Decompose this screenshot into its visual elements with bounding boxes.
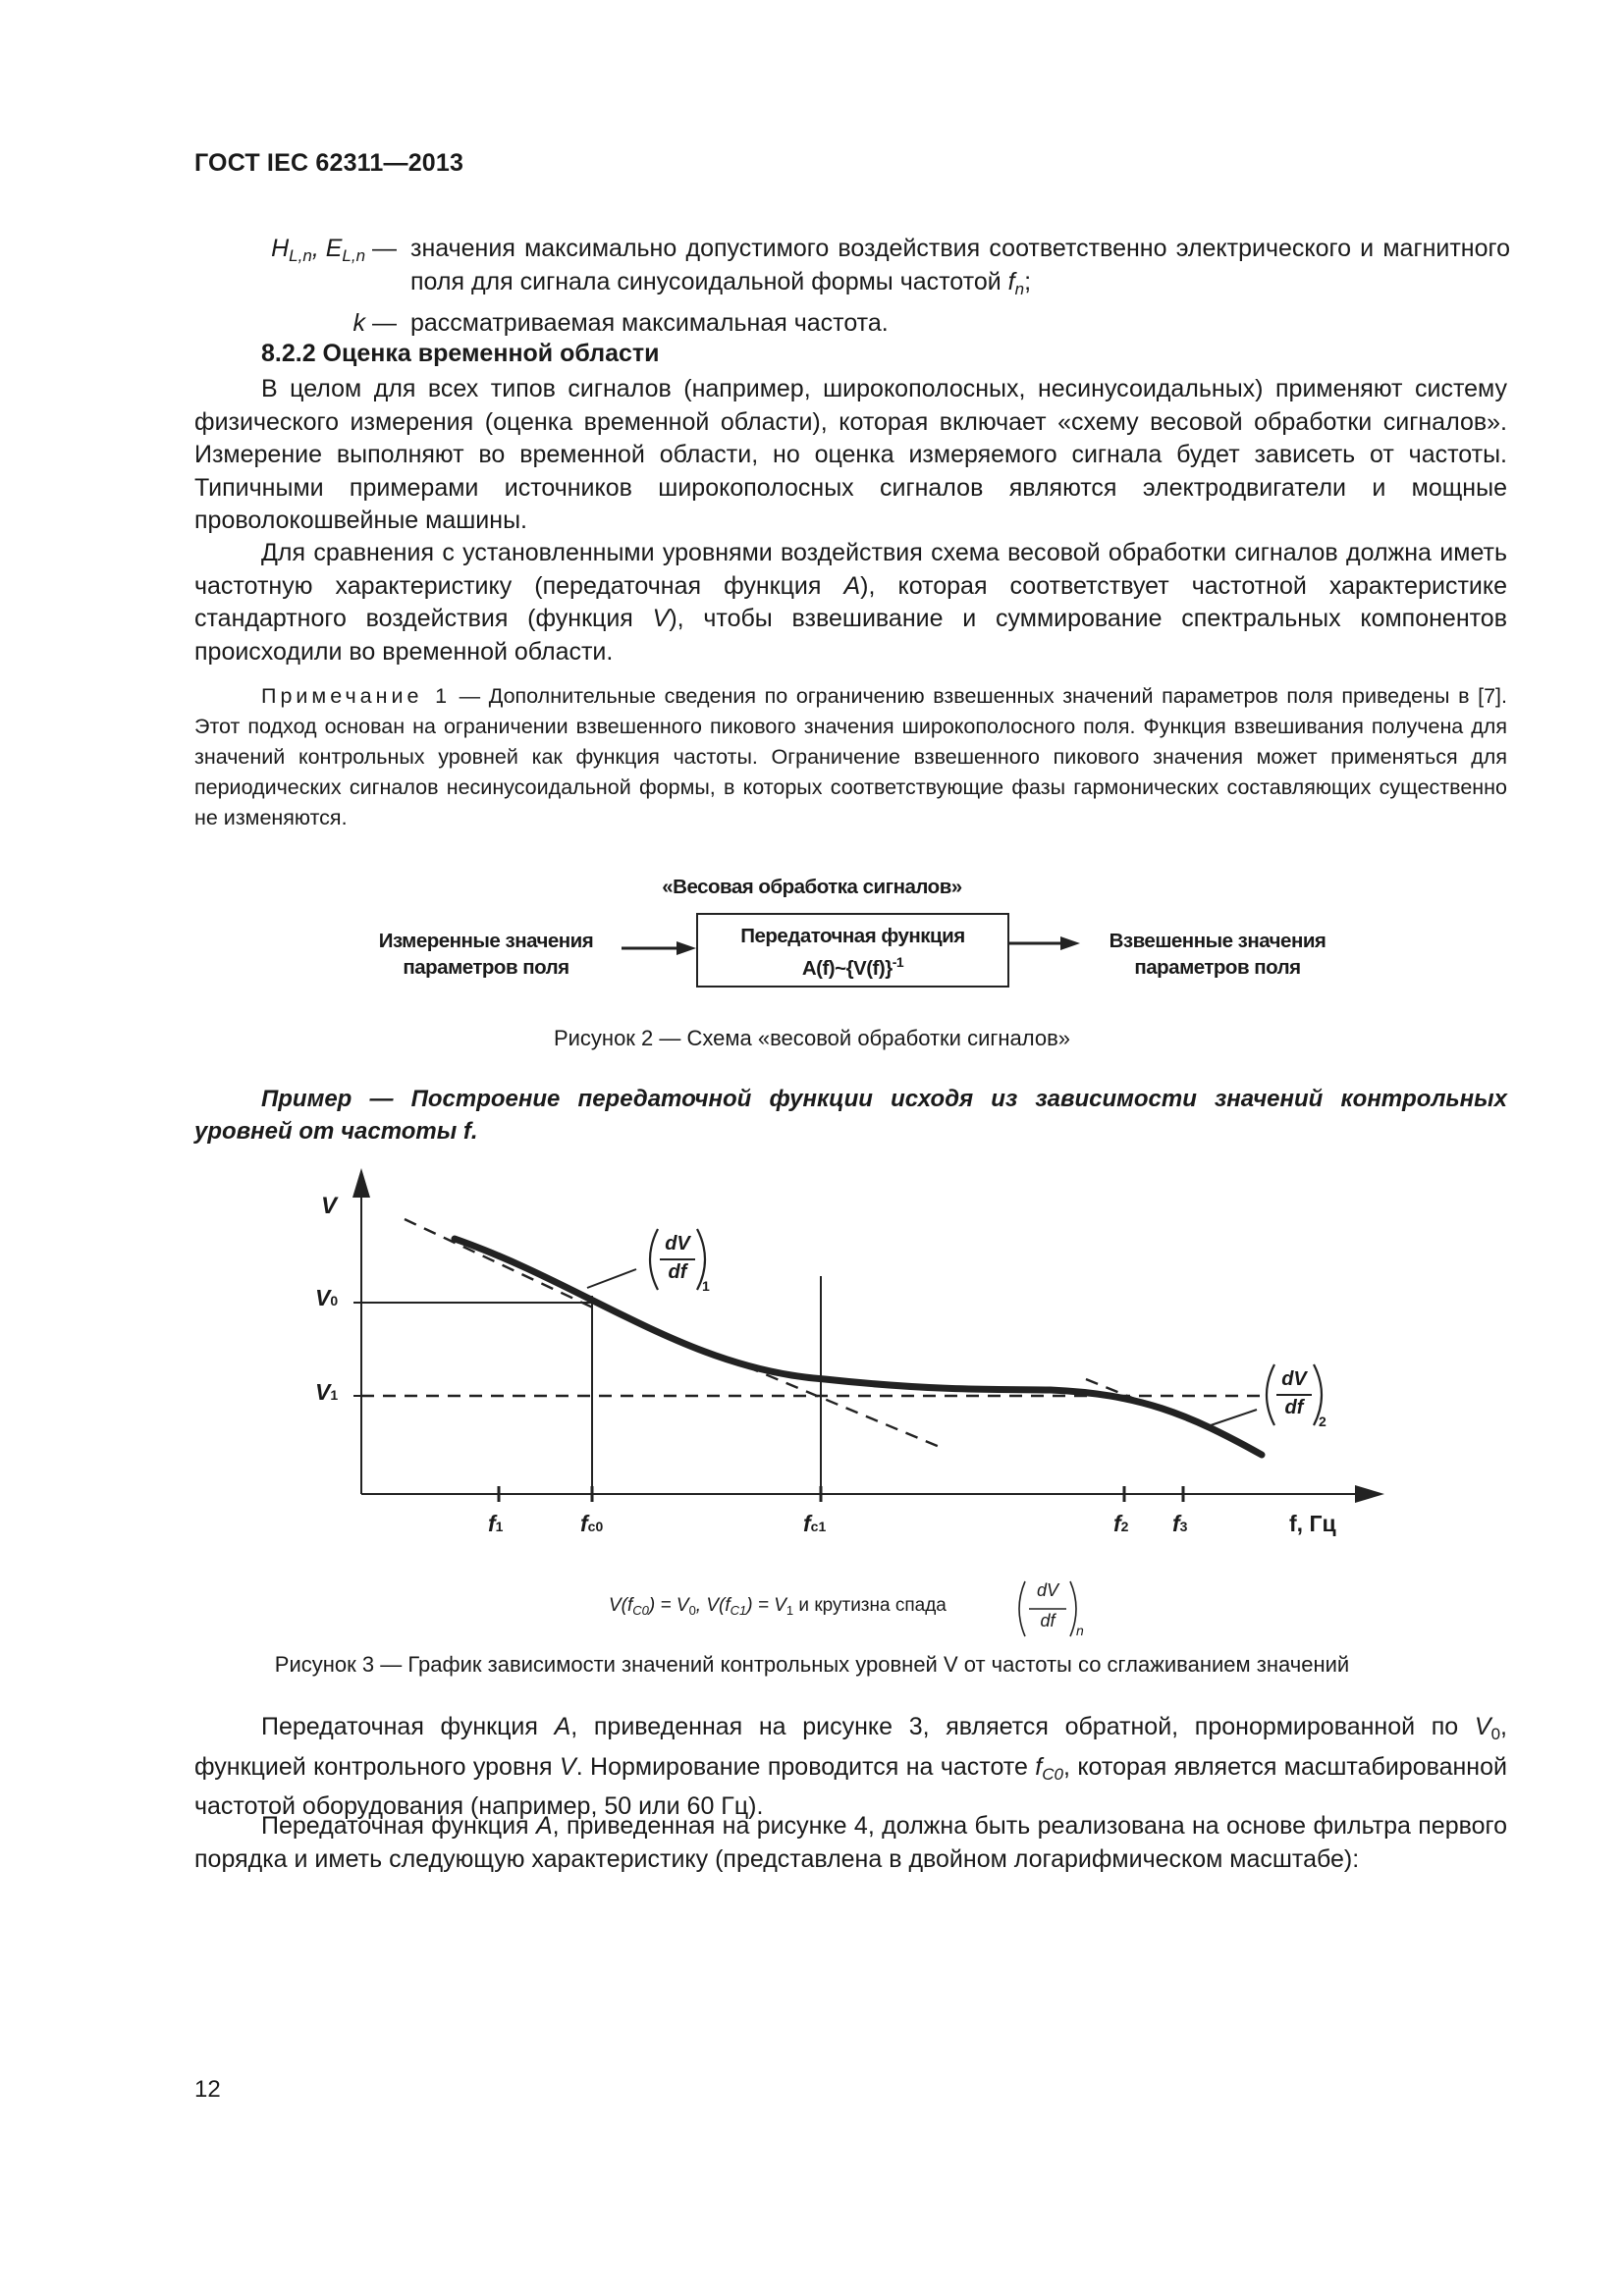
figure2-input-label: Измеренные значения параметров поля xyxy=(378,930,594,979)
formula-numerator: dV xyxy=(1036,1580,1059,1600)
tick-label-fc1: fc1 xyxy=(803,1511,827,1536)
y-axis-arrow xyxy=(352,1168,370,1198)
definition-term: k — xyxy=(352,309,397,337)
derivative1-paren-left xyxy=(650,1229,658,1290)
formula-subscript-n: n xyxy=(1076,1623,1084,1638)
formula-paren-left xyxy=(1019,1581,1025,1636)
y-axis-label: V xyxy=(321,1193,338,1219)
derivative1-numerator: dV xyxy=(665,1233,690,1255)
paragraph: Для сравнения с установленными уровнями воздействия схема весовой обработки сигналов должна иметь частотную характеристику (передаточная функция A), которая соответствует частотной характеристике стандартного воздействия (функция V), чтобы взвешивание и суммирование спектральных компонентов происходили во временной области. xyxy=(194,539,1507,666)
v1-label: V1 xyxy=(315,1379,339,1405)
figure3-formula: $V(f_{C0}) = V_0$, $V(f_{C1}) = V_1$ и крутизна спада xyxy=(609,1595,947,1618)
figure3-graph xyxy=(0,1158,1624,1610)
derivative2-numerator: dV xyxy=(1281,1368,1307,1390)
x-axis-label: f, Гц xyxy=(1289,1511,1336,1536)
figure2-caption: Рисунок 2 — Схема «весовой обработки сигналов» xyxy=(553,1026,1071,1050)
paragraph: В целом для всех типов сигналов (например, широкополосных, несинусоидальных) применяют систему физического измерения (оценка временной области), которая включает «схему весовой обработки сигналов». Измерение выполняют во временной области, но оценка измеряемого сигнала будет зависеть от частоты. Типичными примерами источников широкополосных сигналов являются электродвигатели и мощные проволокошвейные машины. xyxy=(194,375,1507,534)
definition-desc: значения максимально допустимого воздействия соответственно электрического и магнитного поля для сигнала синусоидальной формы частотой $f_n$; xyxy=(410,235,1510,298)
figure2-title: «Весовая обработка сигналов» xyxy=(662,876,962,898)
reference-level-curve xyxy=(455,1239,1262,1455)
derivative1-subscript: 1 xyxy=(702,1278,710,1294)
tick-label-f3: f3 xyxy=(1172,1511,1188,1536)
v0-label: V0 xyxy=(315,1285,339,1310)
page-number: 12 xyxy=(194,2076,221,2103)
derivative2-denominator: df xyxy=(1284,1397,1304,1418)
tick-label-fc0: fc0 xyxy=(580,1511,604,1536)
tangent-line-left xyxy=(405,1219,599,1310)
input-arrow-head xyxy=(677,941,696,955)
tick-label-f1: f1 xyxy=(488,1511,504,1536)
example-text: Пример — Построение передаточной функции исходя из зависимости значений контрольных уровней от частоты f. xyxy=(194,1086,1507,1145)
x-axis-arrow xyxy=(1355,1485,1384,1503)
derivative1-leader xyxy=(587,1269,636,1288)
derivative2-paren-left xyxy=(1267,1364,1274,1425)
formula-denominator: df xyxy=(1040,1611,1056,1630)
tick-label-f2: f2 xyxy=(1113,1511,1129,1536)
section-heading: 8.2.2 Оценка временной области xyxy=(261,340,660,367)
paragraph: Передаточная функция A, приведенная на рисунке 3, является обратной, пронормированной по $V_0$, функцией контрольного уровня V. Нормирование проводится на частоте $f_{C0}$, которая является масштабированной частотой оборудования (например, 50 или 60 Гц). xyxy=(194,1713,1507,1820)
derivative1-denominator: df xyxy=(668,1261,687,1283)
figure2-output-label: Взвешенные значения параметров поля xyxy=(1109,930,1326,979)
definition-desc: рассматриваемая максимальная частота. xyxy=(410,309,889,337)
output-arrow-head xyxy=(1060,936,1080,950)
figure3-caption: Рисунок 3 — График зависимости значений контрольных уровней V от частоты со сглаживанием значений xyxy=(274,1652,1350,1677)
transfer-function-label: Передаточная функция $A(f)\sim\{V(f)\}^{-1}$ xyxy=(740,925,965,980)
derivative2-leader xyxy=(1211,1410,1257,1425)
document-header: ГОСТ IEC 62311—2013 xyxy=(194,149,464,177)
paragraph: Передаточная функция A, приведенная на рисунке 4, должна быть реализована на основе фильтра первого порядка и иметь следующую характеристику (представлена в двойном логарифмическом масштабе): xyxy=(194,1812,1507,1873)
definition-term: $H_{L,n}$, $E_{L,n}$ — xyxy=(271,235,397,265)
note: Примечание 1 — Дополнительные сведения по ограничению взвешенных значений параметров поля приведены в [7]. Этот подход основан на ограничении взвешенного пикового значения широкополосного поля. Функция взвешивания получена для значений контрольных уровней как функция частоты. Ограничение взвешенного пикового значения может применяться для периодических сигналов несинусоидальной формы, в которых соответствующие фазы гармонических составляющих существенно не изменяются. xyxy=(194,684,1507,829)
derivative2-subscript: 2 xyxy=(1319,1414,1326,1429)
figure2-arrows xyxy=(0,0,1624,1080)
